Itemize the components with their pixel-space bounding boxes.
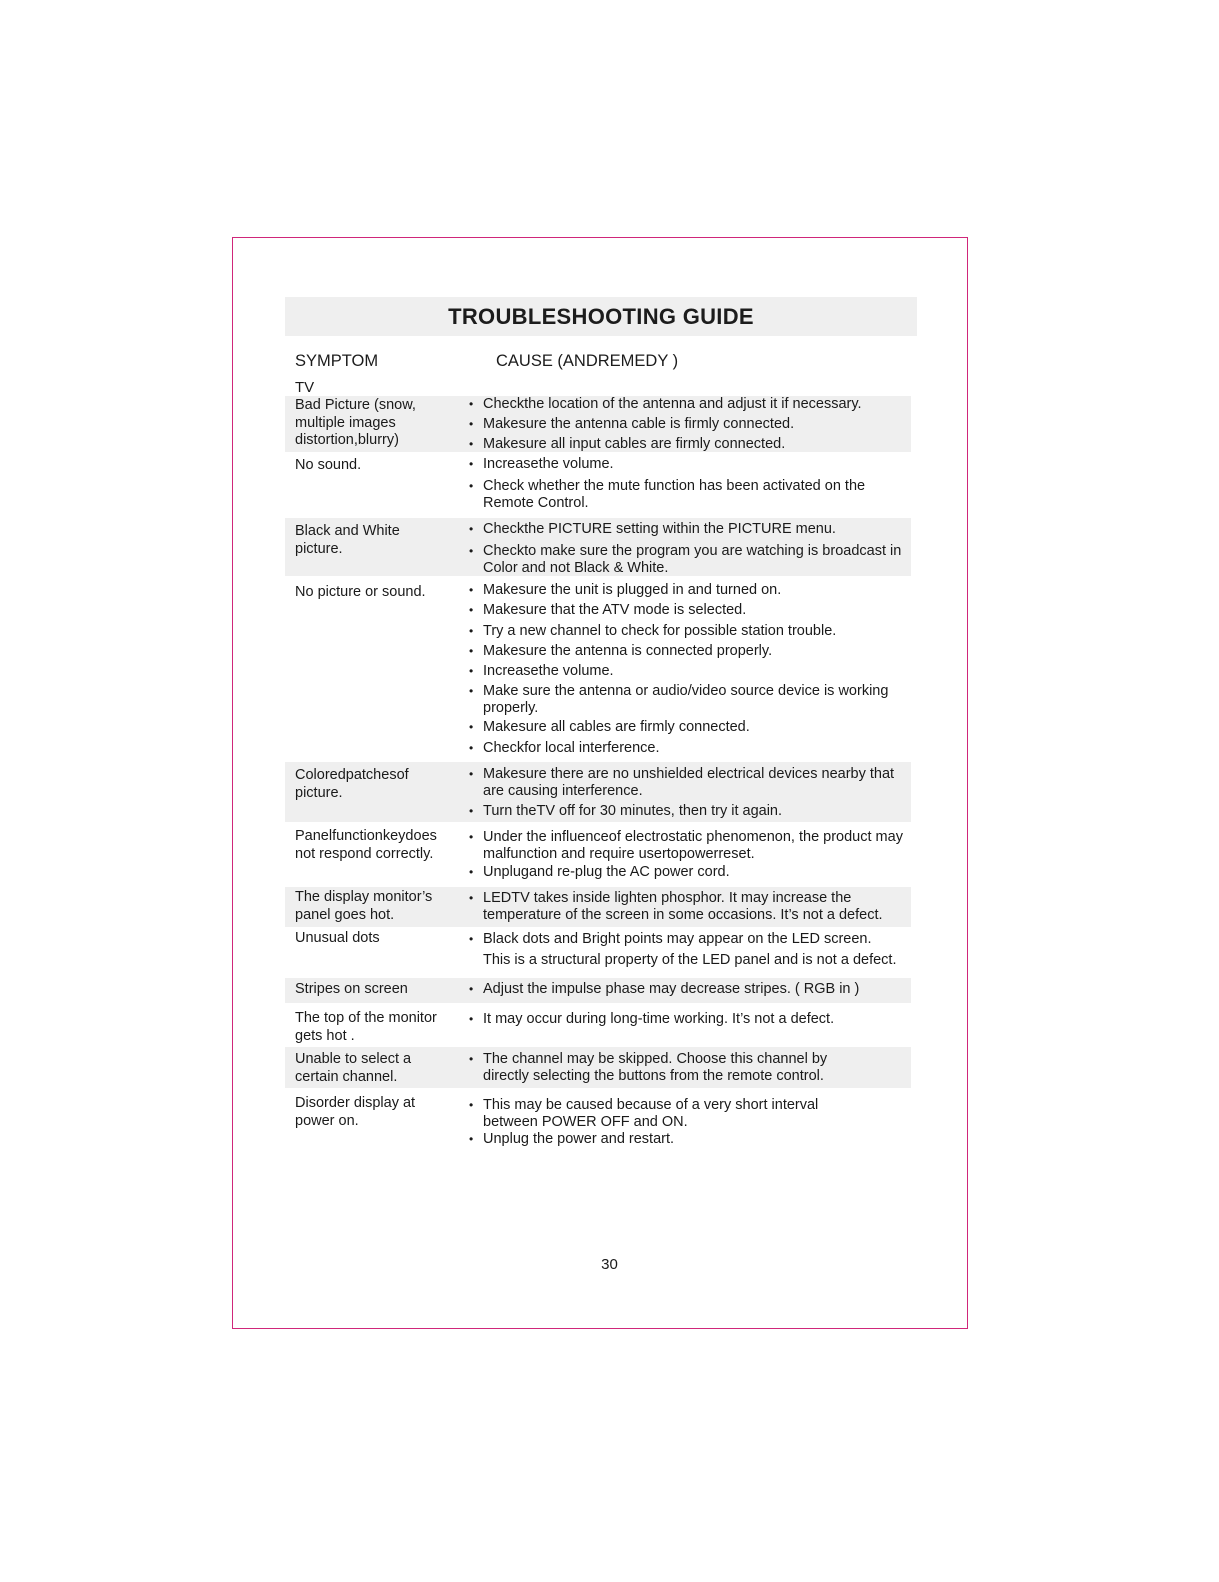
bullet-icon: • <box>469 741 474 755</box>
cause-item <box>469 952 919 969</box>
cause-text: LEDTV takes inside lighten phosphor. It may increase the temperature of the screen in some occasions. It’s not a defect. <box>483 890 883 923</box>
cause-text: Makesure the antenna cable is firmly connected. <box>483 416 795 432</box>
cause-item <box>469 890 909 923</box>
bullet-icon: • <box>469 891 474 905</box>
bullet-icon: • <box>469 932 474 946</box>
cause-item <box>469 981 909 998</box>
cause-text: Adjust the impulse phase may decrease stripes. ( RGB in ) <box>483 981 860 997</box>
cause-text: Increasethe volume. <box>483 456 614 472</box>
table-row <box>285 582 911 760</box>
bullet-icon: • <box>469 865 474 879</box>
cause-text: Makesure there are no unshielded electrical devices nearby that are causing interference. <box>483 766 895 799</box>
table-row <box>285 1047 911 1088</box>
cause-item <box>469 456 909 473</box>
bullet-icon: • <box>469 684 474 698</box>
symptom-cell: Panelfunctionkeydoes not respond correctly. <box>295 828 437 862</box>
bullet-icon: • <box>469 437 474 451</box>
cause-item <box>469 1131 909 1148</box>
cause-text: Under the influenceof electrostatic phenomenon, the product may malfunction and require usertopowerreset. <box>483 829 903 862</box>
symptom-cell: No sound. <box>295 457 362 473</box>
cause-item <box>469 1051 869 1084</box>
bullet-icon: • <box>469 664 474 678</box>
cause-item <box>469 803 909 820</box>
bullet-icon: • <box>469 479 474 493</box>
table-row <box>285 826 911 884</box>
bullet-icon: • <box>469 1052 474 1066</box>
cause-item <box>469 1011 909 1028</box>
page-title: TROUBLESHOOTING GUIDE <box>285 297 917 336</box>
symptom-cell: Bad Picture (snow, multiple images distortion,blurry) <box>295 397 416 448</box>
bullet-icon: • <box>469 417 474 431</box>
cause-text: Makesure the unit is plugged in and turned on. <box>483 582 782 598</box>
bullet-icon: • <box>469 603 474 617</box>
cause-text: This is a structural property of the LED panel and is not a defect. <box>483 952 897 968</box>
bullet-icon: • <box>469 1012 474 1026</box>
cause-text: The channel may be skipped. Choose this channel by directly selecting the buttons from the remote control. <box>483 1051 828 1084</box>
cause-item <box>469 864 909 881</box>
cause-item <box>469 719 909 736</box>
cause-item <box>469 396 909 413</box>
cause-item <box>469 931 909 948</box>
bullet-icon: • <box>469 397 474 411</box>
cause-text: Checkfor local interference. <box>483 740 660 756</box>
cause-text: Checkthe location of the antenna and adjust it if necessary. <box>483 396 862 412</box>
cause-text: Checkthe PICTURE setting within the PICTURE menu. <box>483 521 836 537</box>
bullet-icon: • <box>469 767 474 781</box>
table-row <box>285 930 911 975</box>
cause-text: Try a new channel to check for possible station trouble. <box>483 623 837 639</box>
bullet-icon: • <box>469 1132 474 1146</box>
cause-text: It may occur during long-time working. It’s not a defect. <box>483 1011 835 1027</box>
cause-text: This may be caused because of a very short interval between POWER OFF and ON. <box>483 1097 819 1130</box>
cause-item <box>469 643 909 660</box>
cause-text: Increasethe volume. <box>483 663 614 679</box>
bullet-icon: • <box>469 982 474 996</box>
cause-column-header: CAUSE (ANDREMEDY ) <box>496 352 679 370</box>
cause-text: Makesure the antenna is connected properly. <box>483 643 773 659</box>
bullet-icon: • <box>469 583 474 597</box>
table-row <box>285 978 911 1003</box>
symptom-cell: Disorder display at power on. <box>295 1095 416 1129</box>
cause-item <box>469 582 909 599</box>
symptom-cell: No picture or sound. <box>295 584 426 600</box>
cause-text: Unplug the power and restart. <box>483 1131 675 1147</box>
bullet-icon: • <box>469 1098 474 1112</box>
cause-text: Make sure the antenna or audio/video source device is working properly. <box>483 683 889 716</box>
cause-item <box>469 623 909 640</box>
cause-item <box>469 683 909 716</box>
bullet-icon: • <box>469 720 474 734</box>
section-label-tv: TV <box>295 379 315 396</box>
symptom-cell: The top of the monitor gets hot . <box>295 1010 437 1044</box>
table-row <box>285 518 911 576</box>
symptom-cell: Stripes on screen <box>295 981 408 997</box>
symptom-cell: Coloredpatchesof picture. <box>295 767 409 801</box>
bullet-icon: • <box>469 830 474 844</box>
table-row <box>285 887 911 927</box>
symptom-cell: Black and White picture. <box>295 523 400 557</box>
cause-item <box>469 1097 849 1130</box>
cause-text: Check whether the mute function has been activated on the Remote Control. <box>483 478 866 511</box>
cause-item <box>469 478 909 511</box>
table-row <box>285 762 911 822</box>
symptom-column-header: SYMPTOM <box>295 352 379 370</box>
table-row <box>285 1094 911 1154</box>
cause-item <box>469 663 909 680</box>
page-number: 30 <box>601 1256 618 1273</box>
table-row <box>285 396 911 452</box>
cause-text: Checkto make sure the program you are watching is broadcast in Color and not Black & White. <box>483 543 902 576</box>
cause-item <box>469 436 909 453</box>
bullet-icon: • <box>469 804 474 818</box>
cause-text: Makesure all cables are firmly connected. <box>483 719 750 735</box>
cause-text: Unplugand re-plug the AC power cord. <box>483 864 730 880</box>
cause-text: Turn theTV off for 30 minutes, then try it again. <box>483 803 783 819</box>
symptom-cell: The display monitor’s panel goes hot. <box>295 889 433 923</box>
cause-text: Makesure that the ATV mode is selected. <box>483 602 747 618</box>
bullet-icon: • <box>469 624 474 638</box>
table-row <box>285 456 911 516</box>
cause-item <box>469 829 909 862</box>
table-row <box>285 1008 911 1044</box>
cause-item <box>469 416 909 433</box>
cause-item <box>469 766 909 799</box>
bullet-icon: • <box>469 522 474 536</box>
bullet-icon: • <box>469 644 474 658</box>
cause-text: Makesure all input cables are firmly connected. <box>483 436 786 452</box>
bullet-icon: • <box>469 544 474 558</box>
bullet-icon: • <box>469 457 474 471</box>
cause-text: Black dots and Bright points may appear on the LED screen. <box>483 931 872 947</box>
cause-item <box>469 521 909 538</box>
cause-item <box>469 740 909 757</box>
symptom-cell: Unable to select a certain channel. <box>295 1051 412 1085</box>
cause-item <box>469 543 909 576</box>
cause-item <box>469 602 909 619</box>
symptom-cell: Unusual dots <box>295 930 380 946</box>
